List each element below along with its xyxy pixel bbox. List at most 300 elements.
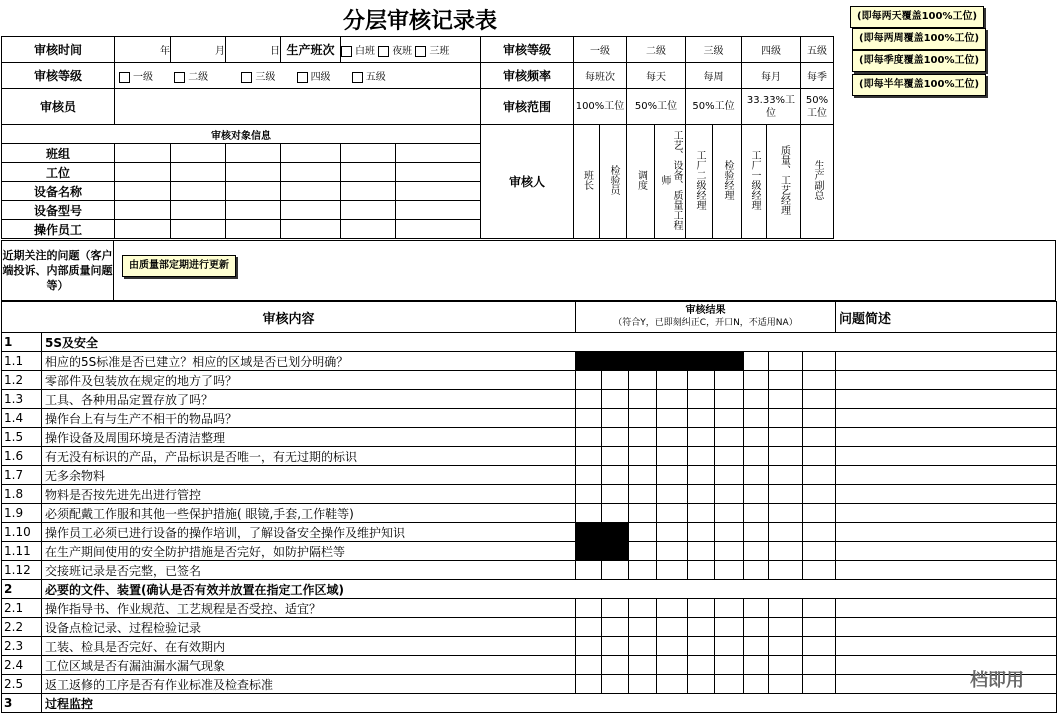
role-label: 检验员 — [608, 165, 619, 195]
result-cell[interactable] — [803, 656, 836, 675]
section-title: 过程监控 — [42, 694, 1057, 713]
object-cell[interactable] — [226, 182, 281, 201]
object-cell[interactable] — [115, 144, 171, 163]
object-cell[interactable] — [396, 144, 481, 163]
result-cell[interactable] — [657, 637, 688, 656]
month-field[interactable] — [171, 37, 226, 63]
result-cell[interactable] — [803, 447, 836, 466]
result-cell[interactable] — [657, 542, 688, 561]
result-cell[interactable] — [744, 447, 769, 466]
result-cell[interactable] — [769, 618, 803, 637]
object-cell[interactable] — [226, 163, 281, 182]
object-cell[interactable] — [281, 220, 341, 239]
level-1: 一级 — [574, 37, 627, 63]
result-cell[interactable] — [629, 675, 657, 694]
item-number: 1.6 — [2, 447, 42, 466]
table-row — [2, 599, 1057, 618]
result-cell[interactable] — [657, 466, 688, 485]
result-cell[interactable] — [803, 637, 836, 656]
item-number: 2.1 — [2, 599, 42, 618]
result-cell[interactable] — [744, 352, 769, 371]
result-cell[interactable] — [602, 675, 629, 694]
level-option-label: 三级 — [255, 72, 276, 83]
result-cell[interactable] — [803, 409, 836, 428]
result-cell[interactable] — [629, 428, 657, 447]
result-cell[interactable] — [715, 371, 744, 390]
result-cell[interactable] — [629, 523, 657, 542]
object-info-title: 审核对象信息 — [2, 125, 481, 144]
result-cell[interactable] — [744, 561, 769, 580]
result-cell[interactable] — [803, 561, 836, 580]
result-cell[interactable] — [602, 504, 629, 523]
result-cell[interactable] — [576, 504, 602, 523]
level-checkbox-2[interactable] — [174, 72, 208, 83]
result-cell[interactable] — [657, 409, 688, 428]
issue-desc-cell[interactable] — [836, 542, 1057, 561]
result-cell[interactable] — [688, 561, 715, 580]
result-cell[interactable] — [657, 390, 688, 409]
table-row — [2, 561, 1057, 580]
result-cell[interactable] — [769, 561, 803, 580]
result-cell[interactable] — [576, 390, 602, 409]
audit-time-label: 审核时间 — [2, 37, 115, 63]
result-cell[interactable] — [803, 390, 836, 409]
issue-desc-cell[interactable] — [836, 599, 1057, 618]
result-cell[interactable] — [744, 466, 769, 485]
result-cell[interactable] — [803, 599, 836, 618]
object-cell[interactable] — [341, 220, 396, 239]
result-cell[interactable] — [602, 390, 629, 409]
result-cell[interactable] — [769, 656, 803, 675]
role-label: 检验经理 — [722, 160, 733, 200]
table-row — [2, 656, 1057, 675]
object-cell[interactable] — [115, 182, 171, 201]
item-number: 1.8 — [2, 485, 42, 504]
result-cell[interactable] — [602, 656, 629, 675]
freq-1: 每班次 — [574, 63, 627, 89]
result-cell[interactable] — [769, 447, 803, 466]
role-cell — [627, 125, 655, 239]
object-cell[interactable] — [281, 201, 341, 220]
role-cell — [767, 125, 801, 239]
result-cell[interactable] — [602, 447, 629, 466]
result-cell[interactable] — [803, 675, 836, 694]
result-cell[interactable] — [576, 675, 602, 694]
role-label: 工艺、设备、质量工程师 — [659, 130, 682, 230]
result-cell[interactable] — [769, 371, 803, 390]
result-cell[interactable] — [629, 485, 657, 504]
object-cell[interactable] — [171, 144, 226, 163]
result-cell[interactable] — [744, 542, 769, 561]
result-cell[interactable] — [688, 523, 715, 542]
result-cell[interactable] — [576, 637, 602, 656]
table-row — [2, 618, 1057, 637]
result-cell[interactable] — [602, 561, 629, 580]
audit-content-table — [1, 301, 1057, 713]
result-cell[interactable] — [602, 599, 629, 618]
result-cell[interactable] — [657, 485, 688, 504]
result-cell[interactable] — [629, 542, 657, 561]
level-2: 二级 — [627, 37, 686, 63]
result-cell[interactable] — [803, 618, 836, 637]
result-cell[interactable] — [657, 523, 688, 542]
result-cell[interactable] — [715, 637, 744, 656]
result-cell[interactable] — [629, 390, 657, 409]
item-text: 操作员工必须已进行设备的操作培训，了解设备安全操作及维护知识 — [42, 523, 576, 542]
result-cell[interactable] — [629, 504, 657, 523]
result-cell[interactable] — [657, 428, 688, 447]
frequency-note: (即每两周覆盖100%工位) — [852, 28, 986, 50]
result-cell[interactable] — [629, 371, 657, 390]
result-cell[interactable] — [657, 352, 688, 371]
table-row — [2, 390, 1057, 409]
role-cell — [801, 125, 834, 239]
result-cell[interactable] — [576, 409, 602, 428]
item-number: 1.10 — [2, 523, 42, 542]
table-row — [2, 523, 1057, 542]
item-number: 1.12 — [2, 561, 42, 580]
result-cell[interactable] — [769, 409, 803, 428]
result-cell[interactable] — [576, 352, 602, 371]
result-cell[interactable] — [688, 447, 715, 466]
result-cell[interactable] — [769, 599, 803, 618]
shift-options — [341, 37, 481, 63]
result-cell[interactable] — [769, 390, 803, 409]
issue-desc-cell[interactable] — [836, 428, 1057, 447]
item-number: 1.2 — [2, 371, 42, 390]
content-header: 审核内容 — [2, 302, 576, 333]
result-cell[interactable] — [602, 523, 629, 542]
result-cell[interactable] — [629, 409, 657, 428]
result-cell[interactable] — [715, 466, 744, 485]
result-cell[interactable] — [803, 466, 836, 485]
result-cell[interactable] — [744, 390, 769, 409]
level-checkbox-3[interactable] — [241, 72, 275, 83]
table-row — [2, 580, 1057, 599]
object-cell[interactable] — [281, 182, 341, 201]
object-cell[interactable] — [226, 144, 281, 163]
issue-desc-cell[interactable] — [836, 409, 1057, 428]
result-cell[interactable] — [688, 409, 715, 428]
object-cell[interactable] — [341, 163, 396, 182]
page-title: 分层审核记录表 — [342, 8, 497, 34]
role-cell — [686, 125, 713, 239]
result-cell[interactable] — [602, 409, 629, 428]
result-cell[interactable] — [803, 542, 836, 561]
result-cell[interactable] — [744, 428, 769, 447]
result-cell[interactable] — [715, 428, 744, 447]
table-row — [2, 542, 1057, 561]
result-cell[interactable] — [715, 485, 744, 504]
result-cell[interactable] — [576, 523, 602, 542]
result-cell[interactable] — [602, 371, 629, 390]
day-field[interactable] — [226, 37, 281, 63]
result-cell[interactable] — [657, 447, 688, 466]
result-cell[interactable] — [715, 409, 744, 428]
object-cell[interactable] — [396, 220, 481, 239]
result-cell[interactable] — [744, 504, 769, 523]
result-cell[interactable] — [576, 371, 602, 390]
level-5: 五级 — [801, 37, 834, 63]
level-option-label: 五级 — [365, 72, 386, 83]
result-cell[interactable] — [715, 447, 744, 466]
result-cell[interactable] — [769, 637, 803, 656]
item-text: 返工返修的工序是否有作业标准及检查标准 — [42, 675, 576, 694]
result-cell[interactable] — [688, 428, 715, 447]
result-cell[interactable] — [602, 542, 629, 561]
item-number: 1.5 — [2, 428, 42, 447]
result-cell[interactable] — [602, 428, 629, 447]
result-cell[interactable] — [688, 504, 715, 523]
issue-desc-cell[interactable] — [836, 371, 1057, 390]
item-text: 交接班记录是否完整，已签名 — [42, 561, 576, 580]
level-4: 四级 — [742, 37, 801, 63]
item-text: 有无没有标识的产品，产品标识是否唯一，有无过期的标识 — [42, 447, 576, 466]
result-cell[interactable] — [629, 618, 657, 637]
object-cell[interactable] — [341, 201, 396, 220]
item-number: 1.11 — [2, 542, 42, 561]
table-row — [2, 352, 1057, 371]
item-text: 相应的5S标准是否已建立？相应的区域是否已划分明确？ — [42, 352, 576, 371]
result-cell[interactable] — [629, 561, 657, 580]
level-3: 三级 — [686, 37, 742, 63]
result-cell[interactable] — [629, 599, 657, 618]
level-checkbox-4[interactable] — [297, 72, 331, 83]
result-cell[interactable] — [629, 447, 657, 466]
result-cell[interactable] — [657, 618, 688, 637]
item-text: 无多余物料 — [42, 466, 576, 485]
issue-desc-cell[interactable] — [836, 352, 1057, 371]
frequency-note: (即每半年覆盖100%工位) — [852, 74, 986, 96]
object-cell[interactable] — [226, 220, 281, 239]
table-row — [2, 428, 1057, 447]
level-checkbox-1[interactable] — [119, 72, 153, 83]
result-cell[interactable] — [769, 428, 803, 447]
year-field[interactable] — [115, 37, 171, 63]
result-cell[interactable] — [744, 599, 769, 618]
result-cell[interactable] — [657, 371, 688, 390]
freq-3: 每周 — [686, 63, 742, 89]
result-cell[interactable] — [769, 466, 803, 485]
role-cell — [713, 125, 742, 239]
day-label: 日 — [270, 46, 280, 57]
object-cell[interactable] — [115, 163, 171, 182]
result-cell[interactable] — [576, 561, 602, 580]
level-option-label: 二级 — [188, 72, 209, 83]
header-table — [1, 36, 834, 239]
item-number: 2 — [2, 580, 42, 599]
result-cell[interactable] — [629, 352, 657, 371]
result-cell[interactable] — [744, 618, 769, 637]
result-cell[interactable] — [576, 466, 602, 485]
result-cell[interactable] — [629, 466, 657, 485]
item-number: 2.3 — [2, 637, 42, 656]
issue-desc-cell[interactable] — [836, 390, 1057, 409]
shift-third-label: 三班 — [429, 46, 450, 57]
item-text: 工具、各种用品定置存放了吗？ — [42, 390, 576, 409]
object-cell[interactable] — [226, 201, 281, 220]
object-cell[interactable] — [171, 182, 226, 201]
result-cell[interactable] — [688, 352, 715, 371]
result-cell[interactable] — [769, 504, 803, 523]
result-cell[interactable] — [688, 485, 715, 504]
object-cell[interactable] — [281, 144, 341, 163]
item-number: 2.4 — [2, 656, 42, 675]
result-cell[interactable] — [602, 637, 629, 656]
result-cell[interactable] — [803, 485, 836, 504]
result-cell[interactable] — [688, 618, 715, 637]
role-label: 班长 — [581, 170, 593, 190]
frequency-note: (即每两天覆盖100%工位) — [850, 6, 984, 28]
object-cell[interactable] — [171, 163, 226, 182]
object-cell[interactable] — [396, 201, 481, 220]
section-title: 必要的文件、装置(确认是否有效并放置在指定工作区域) — [42, 580, 1057, 599]
freq-label: 审核频率 — [481, 63, 574, 89]
item-text: 工位区域是否有漏油漏水漏气现象 — [42, 656, 576, 675]
desc-header: 问题简述 — [836, 302, 1057, 333]
object-cell[interactable] — [396, 182, 481, 201]
result-cell[interactable] — [803, 504, 836, 523]
result-cell[interactable] — [657, 599, 688, 618]
role-cell — [574, 125, 600, 239]
result-cell[interactable] — [744, 371, 769, 390]
object-row-label: 设备型号 — [2, 201, 115, 220]
result-cell[interactable] — [769, 542, 803, 561]
result-cell[interactable] — [688, 466, 715, 485]
result-cell[interactable] — [576, 656, 602, 675]
role-cell — [742, 125, 767, 239]
result-cell[interactable] — [715, 656, 744, 675]
object-cell[interactable] — [341, 182, 396, 201]
table-row — [2, 504, 1057, 523]
object-cell[interactable] — [171, 201, 226, 220]
shift-checkbox-third[interactable] — [415, 46, 449, 57]
issue-desc-cell[interactable] — [836, 523, 1057, 542]
result-cell[interactable] — [688, 599, 715, 618]
auditor-person-label: 审核人 — [481, 125, 574, 239]
result-cell[interactable] — [715, 599, 744, 618]
section-title: 5S及安全 — [42, 333, 1057, 352]
table-row — [2, 694, 1057, 713]
result-cell[interactable] — [602, 485, 629, 504]
object-cell[interactable] — [281, 163, 341, 182]
result-cell[interactable] — [744, 637, 769, 656]
auditor-field[interactable] — [115, 89, 481, 125]
table-row — [2, 447, 1057, 466]
result-cell[interactable] — [744, 523, 769, 542]
result-cell[interactable] — [744, 485, 769, 504]
item-number: 1 — [2, 333, 42, 352]
result-cell[interactable] — [657, 656, 688, 675]
result-cell[interactable] — [576, 447, 602, 466]
result-cell[interactable] — [715, 618, 744, 637]
result-cell[interactable] — [688, 675, 715, 694]
object-cell[interactable] — [115, 201, 171, 220]
item-text: 工装、检具是否完好、在有效期内 — [42, 637, 576, 656]
item-number: 2.5 — [2, 675, 42, 694]
item-text: 设备点检记录、过程检验记录 — [42, 618, 576, 637]
result-cell[interactable] — [803, 428, 836, 447]
result-cell[interactable] — [657, 675, 688, 694]
shift-checkbox-day[interactable] — [341, 46, 375, 57]
issue-desc-cell[interactable] — [836, 485, 1057, 504]
object-cell[interactable] — [171, 220, 226, 239]
result-cell[interactable] — [688, 371, 715, 390]
result-cell[interactable] — [602, 618, 629, 637]
freq-4: 每月 — [742, 63, 801, 89]
level-options — [115, 63, 481, 89]
freq-2: 每天 — [627, 63, 686, 89]
result-cell[interactable] — [715, 504, 744, 523]
role-label: 生产副总 — [812, 160, 823, 200]
item-text: 物料是否按先进先出进行管控 — [42, 485, 576, 504]
result-cell[interactable] — [688, 390, 715, 409]
object-row-label: 操作员工 — [2, 220, 115, 239]
result-cell[interactable] — [602, 352, 629, 371]
object-row-label: 设备名称 — [2, 182, 115, 201]
result-cell[interactable] — [629, 637, 657, 656]
result-cell[interactable] — [769, 485, 803, 504]
result-cell[interactable] — [744, 675, 769, 694]
result-cell[interactable] — [715, 561, 744, 580]
freq-5: 每季 — [801, 63, 834, 89]
result-cell[interactable] — [576, 618, 602, 637]
item-number: 3 — [2, 694, 42, 713]
result-cell[interactable] — [769, 523, 803, 542]
result-cell[interactable] — [688, 542, 715, 561]
result-cell[interactable] — [576, 599, 602, 618]
result-cell[interactable] — [715, 675, 744, 694]
result-cell[interactable] — [602, 466, 629, 485]
result-cell[interactable] — [576, 485, 602, 504]
result-cell[interactable] — [688, 656, 715, 675]
result-cell[interactable] — [803, 371, 836, 390]
level-checkbox-5[interactable] — [352, 72, 386, 83]
object-cell[interactable] — [341, 144, 396, 163]
issue-desc-cell[interactable] — [836, 504, 1057, 523]
result-cell[interactable] — [744, 656, 769, 675]
issue-desc-cell[interactable] — [836, 618, 1057, 637]
issue-desc-cell[interactable] — [836, 447, 1057, 466]
result-cell[interactable] — [576, 542, 602, 561]
item-number: 1.4 — [2, 409, 42, 428]
result-cell[interactable] — [803, 352, 836, 371]
issue-desc-cell[interactable] — [836, 466, 1057, 485]
result-cell[interactable] — [657, 561, 688, 580]
result-cell[interactable] — [715, 523, 744, 542]
result-cell[interactable] — [576, 428, 602, 447]
object-cell[interactable] — [396, 163, 481, 182]
issue-desc-cell[interactable] — [836, 637, 1057, 656]
result-cell[interactable] — [769, 675, 803, 694]
result-cell[interactable] — [688, 637, 715, 656]
result-cell[interactable] — [629, 656, 657, 675]
object-cell[interactable] — [115, 220, 171, 239]
result-cell[interactable] — [715, 390, 744, 409]
result-cell[interactable] — [715, 542, 744, 561]
role-label: 质量、工艺经理 — [778, 145, 790, 215]
item-text: 零部件及包装放在规定的地方了吗？ — [42, 371, 576, 390]
result-cell[interactable] — [657, 504, 688, 523]
result-cell[interactable] — [715, 352, 744, 371]
result-cell[interactable] — [769, 352, 803, 371]
shift-checkbox-night[interactable] — [378, 46, 412, 57]
result-cell[interactable] — [803, 523, 836, 542]
result-cell[interactable] — [744, 409, 769, 428]
frequency-note: (即每季度覆盖100%工位) — [852, 50, 986, 72]
shift-label: 生产班次 — [281, 37, 341, 63]
issue-desc-cell[interactable] — [836, 561, 1057, 580]
